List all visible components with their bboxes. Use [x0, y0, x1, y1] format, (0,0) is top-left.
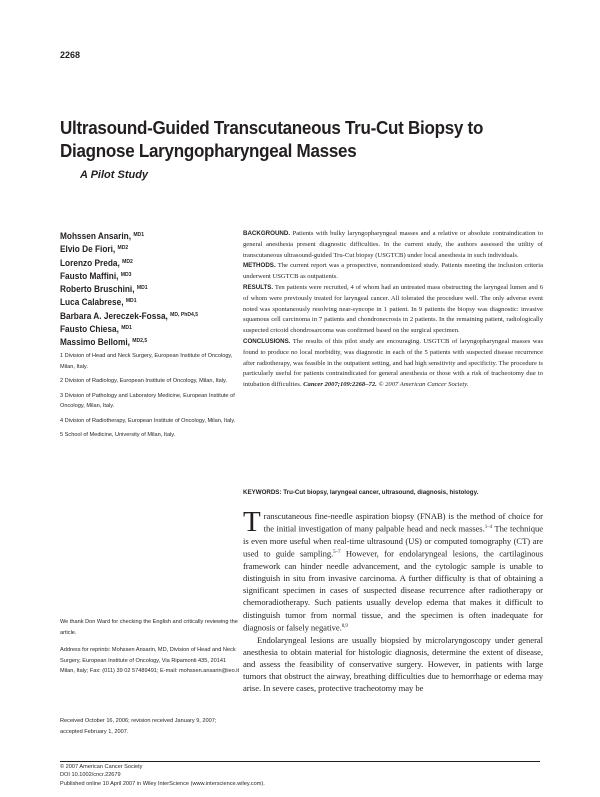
- author-degree: MD, PhD: [170, 311, 191, 318]
- keywords-label: KEYWORDS:: [243, 489, 282, 496]
- author-item: [60, 295, 226, 308]
- affiliation-item: 5 School of Medicine, University of Milan, Italy.: [60, 432, 176, 438]
- footer-doi: DOI 10.1002/cncr.22679: [60, 772, 121, 779]
- author-name: Massimo Bellomi,: [60, 337, 130, 348]
- author-name: Luca Calabrese,: [60, 297, 124, 308]
- reprint-address: Address for reprints: Mohssen Ansarin, MD, Division of Head and Neck Surgery, European Institute of Oncology, Via Ripamonti 435, 20141 Milan, Italy; Fax: (011) 39 02 57489491; E-mail: mohssen.ansarin@ieo.it: [60, 647, 240, 674]
- page-number: 2268: [60, 50, 81, 60]
- abstract: [243, 229, 543, 391]
- author-affiliation-ref: 2,5: [140, 338, 148, 345]
- author-name: Elvio De Fiori,: [60, 244, 116, 255]
- author-degree: MD: [122, 258, 131, 265]
- author-affiliation-ref: 2: [125, 245, 129, 252]
- abstract-results-heading: RESULTS.: [243, 283, 274, 291]
- abstract-methods-text: The current report was a prospective, nonrandomized study. Patients meeting the inclusion criteria underwent USGTCB as outpatients.: [243, 262, 544, 281]
- body-paragraph-2: Endolaryngeal lesions are usually biopsied by microlaryngoscopy under general anesthesia to obtain material for histologic diagnosis, determine the extent of disease, and assess the feasibility of conservative surgery. However, in patients with large tumors that obstruct the airway, breathing difficulties due to hemorrhage or edema may arise. In severe cases, protective tracheotomy may be: [243, 634, 543, 694]
- author-name: Lorenzo Preda,: [60, 257, 120, 268]
- affiliation-item: 1 Division of Head and Neck Surgery, European Institute of Oncology, Milan, Italy.: [60, 353, 233, 370]
- abstract-citation: Cancer 2007;109:2268–72.: [303, 381, 377, 389]
- author-degree: MD: [132, 338, 141, 345]
- author-name: Mohssen Ansarin,: [60, 231, 132, 241]
- author-item: [60, 322, 226, 335]
- affiliation-item: 2 Division of Radiology, European Institute of Oncology, Milan, Italy.: [60, 378, 227, 384]
- affiliation-item: 3 Division of Pathology and Laboratory Medicine, European Institute of Oncology, Milan, Italy.: [60, 392, 235, 409]
- author-item: [60, 335, 226, 348]
- abstract-conclusions-heading: CONCLUSIONS.: [243, 337, 291, 345]
- body-p1-a: ranscutaneous fine-needle aspiration biopsy (FNAB) is the method of choice for the initial investigation of many palpable head and neck masses.: [263, 511, 543, 534]
- abstract-results-text: Ten patients were recruited, 4 of whom had an untreated mass obstructing the laryngeal lumen and 6 of whom were previously treated for laryngeal cancer. All tolerated the procedure well. The only adverse event noted was spontaneously resolving near-syncope in 1 patient. In 9 patients the biopsy was diagnostic: invasive squamous cell carcinoma in 7 patients and chondronecrosis in 2 patients. In the remaining patient, radiologically suspected cricoid chondrosarcoma was confirmed based on the surgical specimen.: [243, 283, 543, 335]
- abstract-conclusions-text: The results of this pilot study are encouraging. USGTCB of laryngopharyngeal masses was found to produce no local morbidity, was diagnostic in each of the 5 patients with suspected disease recurrence after radiotherapy, was feasible in the outpatient setting, and had high sensitivity and specificity. The procedure is particularly useful for patients contraindicated for general anesthesia or those with a risk of tracheotomy due to intubation difficulties.: [243, 337, 544, 389]
- reference-1: 1–4: [484, 525, 493, 531]
- footer: [60, 763, 540, 788]
- author-name: Fausto Maffini,: [60, 270, 119, 281]
- article-title: Ultrasound-Guided Transcutaneous Tru-Cut Biopsy to Diagnose Laryngopharyngeal Masses: [60, 117, 484, 161]
- author-affiliation-ref: 4,5: [190, 311, 199, 318]
- author-degree: MD: [120, 271, 129, 278]
- footer-published: Published online 10 April 2007 in Wiley InterScience (www.interscience.wiley.com).: [60, 780, 265, 787]
- author-affiliation-ref: 3: [128, 271, 132, 278]
- author-degree: MD: [125, 298, 134, 305]
- author-name: Fausto Chiesa,: [60, 324, 119, 335]
- abstract-background-text: Patients with bulky laryngopharyngeal masses and a relative or absolute contraindication to general anesthesia present diagnostic difficulties. In the current study, the authors assessed the utility of transcutaneous ultrasound-guided Tru-Cut biopsy (USGTCB) under local anesthesia in such individuals.: [243, 230, 543, 259]
- acknowledgment: We thank Don Ward for checking the English and critically reviewing the article.: [60, 619, 238, 636]
- abstract-methods-heading: METHODS.: [243, 262, 276, 270]
- body-p1-b: The technique is even more useful when real-time ultrasound (US) or computed tomography (CT) are used to guide sampling.: [243, 523, 543, 559]
- author-item: [60, 282, 226, 295]
- author-degree: MD: [136, 285, 145, 292]
- affiliation-item: 4 Division of Radiotherapy, European Institute of Oncology, Milan, Italy.: [60, 417, 236, 424]
- abstract-background: [243, 229, 543, 261]
- keywords: [243, 488, 543, 497]
- abstract-results: [243, 283, 543, 337]
- keywords-values: Tru-Cut biopsy, laryngeal cancer, ultrasound, diagnosis, histology.: [283, 489, 479, 496]
- author-item: [60, 269, 226, 282]
- footer-copyright: © 2007 American Cancer Society: [60, 764, 143, 770]
- author-affiliation-ref: 1: [141, 232, 145, 238]
- abstract-background-heading: BACKGROUND.: [243, 230, 291, 237]
- affiliation-list: [60, 351, 240, 445]
- reference-3: 8,9: [341, 623, 348, 629]
- author-affiliation-ref: 1: [133, 298, 137, 305]
- article-subtitle: A Pilot Study: [80, 169, 149, 181]
- abstract-copyright: © 2007 American Cancer Society.: [378, 381, 469, 389]
- footer-rule: [60, 761, 540, 762]
- drop-cap: T: [243, 506, 261, 538]
- author-item: [60, 229, 226, 242]
- body-text: [243, 506, 543, 695]
- author-name: Roberto Bruschini,: [60, 284, 135, 295]
- author-affiliation-ref: 2: [130, 258, 133, 265]
- author-affiliation-ref: 1: [129, 325, 132, 332]
- body-paragraph-1: [243, 506, 543, 634]
- author-degree: MD: [117, 245, 126, 252]
- author-affiliation-ref: 1: [144, 285, 148, 292]
- received-dates: Received October 16, 2006; revision received January 9, 2007; accepted February 1, 2007.: [60, 718, 217, 735]
- author-degree: MD: [133, 232, 142, 238]
- abstract-methods: [243, 261, 543, 283]
- body-p1-c: However, for endolaryngeal lesions, the cartilaginous framework can hinder needle advancement, and the cytologic sample is unable to distinguish in situ from invasive carcinoma. A further difficulty is that of obtaining a significant specimen in cases of suspected disease recurrence after radiotherapy or chemoradiotherapy. Such patients usually develop edema that makes it difficult to distinguish tumor from normal tissue, and the specimen is often inadequate for diagnosis or falsely negative.: [243, 548, 543, 633]
- author-item: [60, 242, 226, 255]
- reference-2: 5–7: [333, 550, 341, 556]
- author-name: Barbara A. Jereczek-Fossa,: [60, 310, 168, 321]
- author-item: [60, 256, 226, 269]
- author-list: [60, 229, 240, 349]
- abstract-conclusions: [243, 337, 543, 391]
- author-item: [60, 309, 226, 322]
- author-degree: MD: [121, 325, 130, 332]
